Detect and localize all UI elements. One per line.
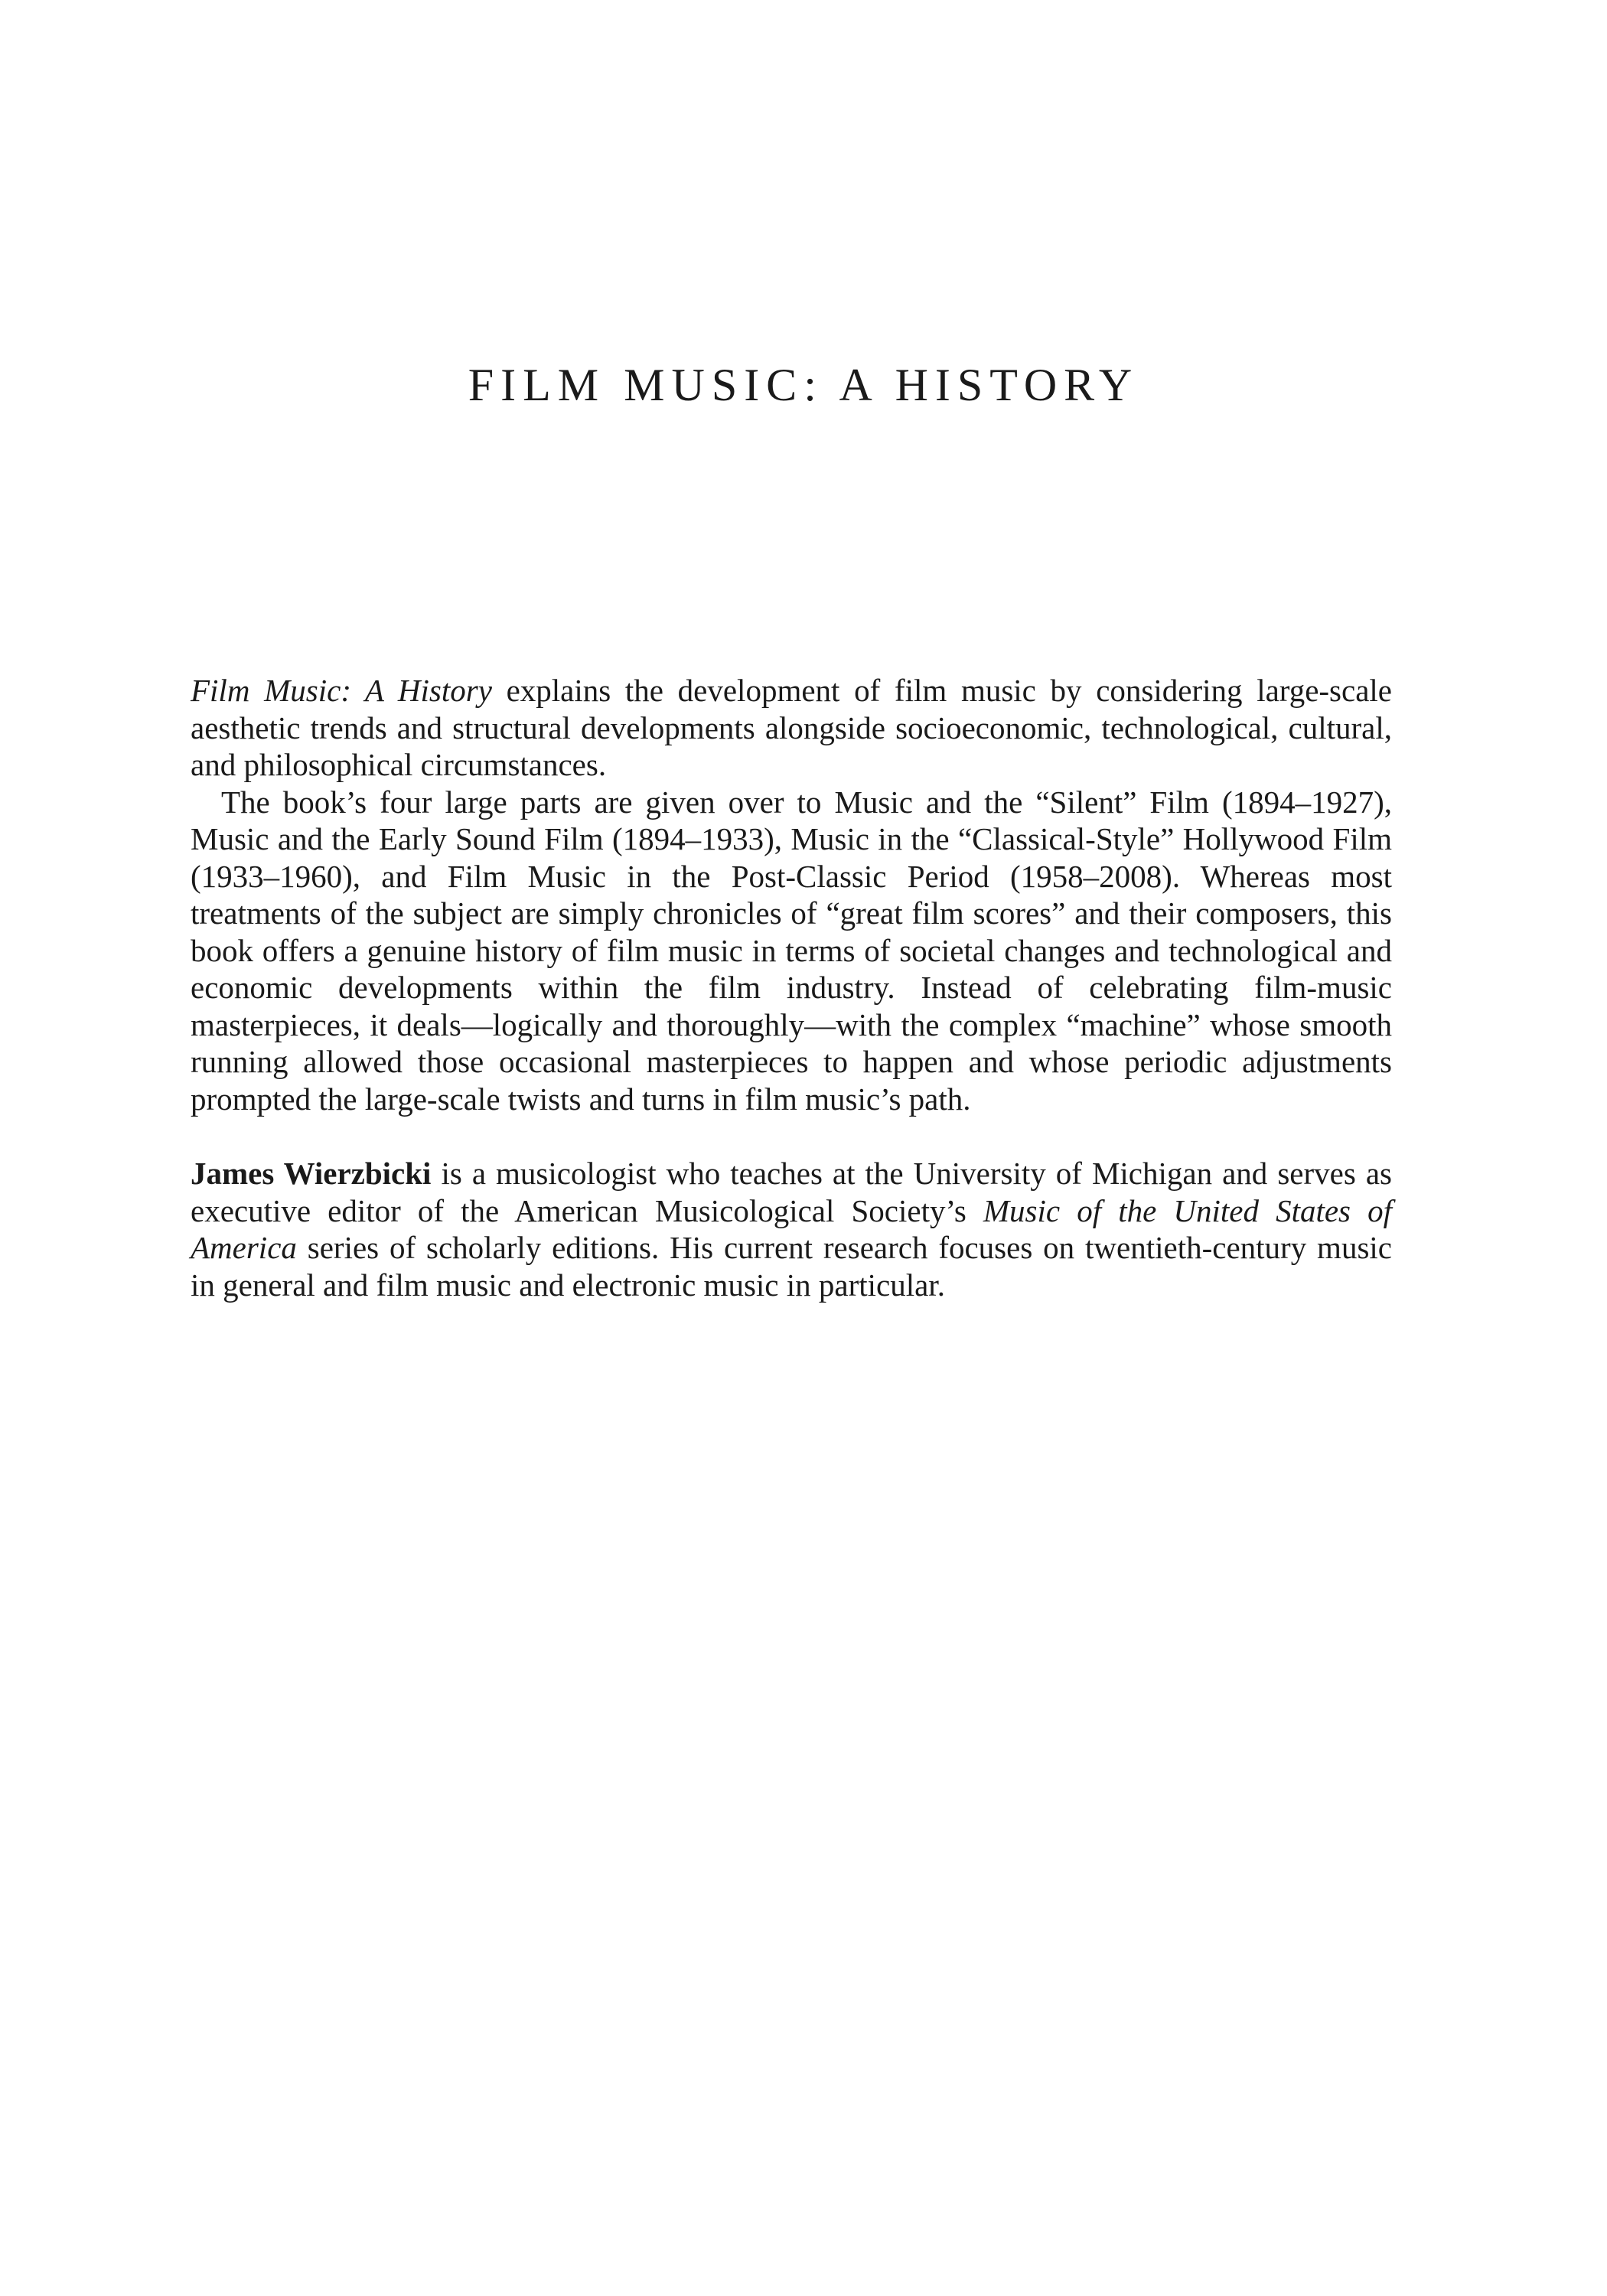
author-bio-paragraph — [191, 1155, 1392, 1303]
description-paragraph-2: The book’s four large parts are given over to Music and the “Silent” Film (1894–1927), Music and the Early Sound Film (1894–1933), Music in the “Classical-Style” Hollywood Film (1933–1960), and Film Music in the Post-Classic Period (1958–2008). Whereas most treatments of the subject are simply chronicles of “great film scores” and their composers, this book offers a genuine history of film music in terms of societal changes and technological and economic developments within the film industry. Instead of celebrating film-music masterpieces, it deals—logically and thoroughly—with the complex “machine” whose smooth running allowed those occasional masterpieces to happen and whose periodic adjustments prompted the large-scale twists and turns in film music’s path. — [191, 784, 1392, 1117]
description-paragraph-1 — [191, 672, 1392, 784]
description-intro-text: explains the development of film music by considering large-scale aesthetic trends and structural developments alongside socioeconomic, technological, cultural, and philosophical circumstances. — [191, 673, 1392, 782]
book-title-italic: Film Music: A History — [191, 673, 492, 708]
author-name: James Wierzbicki — [191, 1156, 432, 1191]
bio-text-1: is a musicologist who teaches at the University of Michigan and serves as executive editor of the American Musicological Society’s — [191, 1156, 1392, 1228]
page-title: FILM MUSIC: A HISTORY — [468, 360, 1139, 410]
text-block — [191, 672, 1392, 1303]
bio-text-2: series of scholarly editions. His current research focuses on twentieth-century music in general and film music and electronic music in particular. — [191, 1230, 1392, 1303]
series-title: Music of the United States of America — [191, 1192, 1392, 1265]
